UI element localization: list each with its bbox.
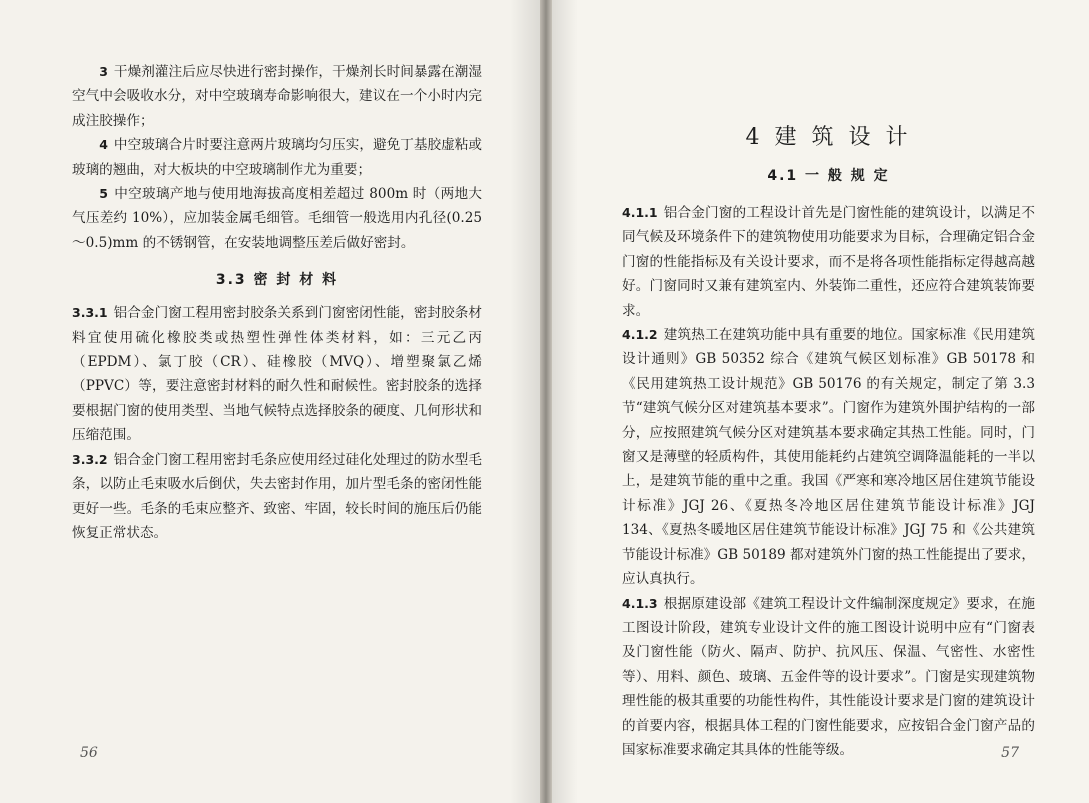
item-number: 5 bbox=[99, 186, 108, 202]
clause-number: 3.3.2 bbox=[72, 451, 108, 467]
item-number: 4 bbox=[99, 137, 108, 153]
paragraph-item-3 bbox=[72, 60, 482, 133]
clause-4-1-1 bbox=[622, 201, 1035, 323]
chapter-title: 4 建 筑 设 计 bbox=[745, 125, 912, 150]
clause-number: 3.3.1 bbox=[72, 305, 108, 321]
clause-4-1-3 bbox=[622, 592, 1035, 763]
left-page bbox=[0, 0, 540, 803]
clause-text: 建筑热工在建筑功能中具有重要的地位。国家标准《民用建筑设计通则》GB 50352 综合《建筑气候区划标准》GB 50178 和《民用建筑热工设计规范》GB 50176 的有关规定，制定了第 3.3 节“建筑气候分区对建筑基本要求”。门窗作为建筑外围护结构的一部分，应按照建筑气候分区对建筑基本要求确定其热工性能。同时，门窗又是薄壁的轻质构件，其使用能耗约占建筑空调降温能耗的一半以上，是建筑节能的重中之重。我国《严寒和寒冷地区居住建筑节能设计标准》JGJ 26、《夏热冬冷地区居住建筑节能设计标准》JGJ 134、《夏热冬暖地区居住建筑节能设计标准》JGJ 75 和《公共建筑节能设计标准》GB 50189 都对建筑外门窗的热工性能提出了要求，应认真执行。 bbox=[622, 327, 1035, 588]
item-number: 3 bbox=[99, 64, 108, 79]
paragraph-text: 干燥剂灌注后应尽快进行密封操作，干燥剂长时间暴露在潮湿空气中会吸收水分，对中空玻璃寿命影响很大，建议在一个小时内完成注胶操作； bbox=[72, 64, 482, 129]
clause-3-3-2 bbox=[72, 448, 482, 546]
clause-number: 4.1.1 bbox=[622, 205, 658, 220]
clause-4-1-2 bbox=[622, 323, 1035, 591]
clause-number: 4.1.2 bbox=[622, 327, 658, 343]
page-number-left: 56 bbox=[80, 745, 98, 761]
section-title: 3.3 密 封 材 料 bbox=[215, 272, 339, 289]
clause-text: 铝合金门窗工程用密封胶条关系到门窗密闭性能，密封胶条材料宜使用硫化橡胶类或热塑性弹性体类材料，如：三元乙丙（EPDM）、氯丁胶（CR）、硅橡胶（MVQ）、增塑聚氯乙烯（PPVC）等，要注意密封材料的耐久性和耐候性。密封胶条的选择要根据门窗的使用类型、当地气候特点选择胶条的硬度、几何形状和压缩范围。 bbox=[72, 305, 482, 444]
paragraph-item-4 bbox=[72, 133, 482, 182]
paragraph-text: 中空玻璃合片时要注意两片玻璃均匀压实，避免丁基胶虚粘或玻璃的翘曲，对大板块的中空玻璃制作尤为重要； bbox=[72, 137, 482, 178]
clause-number: 4.1.3 bbox=[622, 595, 658, 611]
clause-text: 铝合金门窗工程用密封毛条应使用经过硅化处理过的防水型毛条，以防止毛束吸水后倒伏，失去密封作用，加片型毛条的密闭性能更好一些。毛条的毛束应整齐、致密、牢固，较长时间的施压后仍能恢复正常状态。 bbox=[72, 451, 482, 541]
page-number-right: 57 bbox=[1001, 745, 1019, 761]
clause-3-3-1 bbox=[72, 301, 482, 447]
paragraph-text: 中空玻璃产地与使用地海拔高度相差超过 800m 时（两地大气压差约 10%），应加装金属毛细管。毛细管一般选用内孔径(0.25～0.5)mm 的不锈钢管，在安装地调整压差后做好密封。 bbox=[72, 186, 482, 251]
clause-text: 铝合金门窗的工程设计首先是门窗性能的建筑设计，以满足不同气候及环境条件下的建筑物使用功能要求为目标，合理确定铝合金门窗的性能指标及有关设计要求，而不是将各项性能指标定得越高越好。门窗同时又兼有建筑室内、外装饰二重性，还应符合建筑装饰要求。 bbox=[622, 205, 1035, 319]
book-gutter bbox=[540, 0, 552, 803]
right-page bbox=[552, 0, 1089, 803]
subsection-title: 4.1 一 般 规 定 bbox=[767, 168, 890, 184]
paragraph-item-5 bbox=[72, 182, 482, 255]
clause-text: 根据原建设部《建筑工程设计文件编制深度规定》要求，在施工图设计阶段，建筑专业设计文件的施工图设计说明中应有“门窗表及门窗性能（防火、隔声、防护、抗风压、保温、气密性、水密性等）、用料、颜色、玻璃、五金件等的设计要求”。门窗是实现建筑物理性能的极其重要的功能性构件，其性能设计要求是门窗的建筑设计的首要内容，根据具体工程的门窗性能要求，应按铝合金门窗产品的国家标准要求确定其具体的性能等级。 bbox=[622, 595, 1035, 758]
